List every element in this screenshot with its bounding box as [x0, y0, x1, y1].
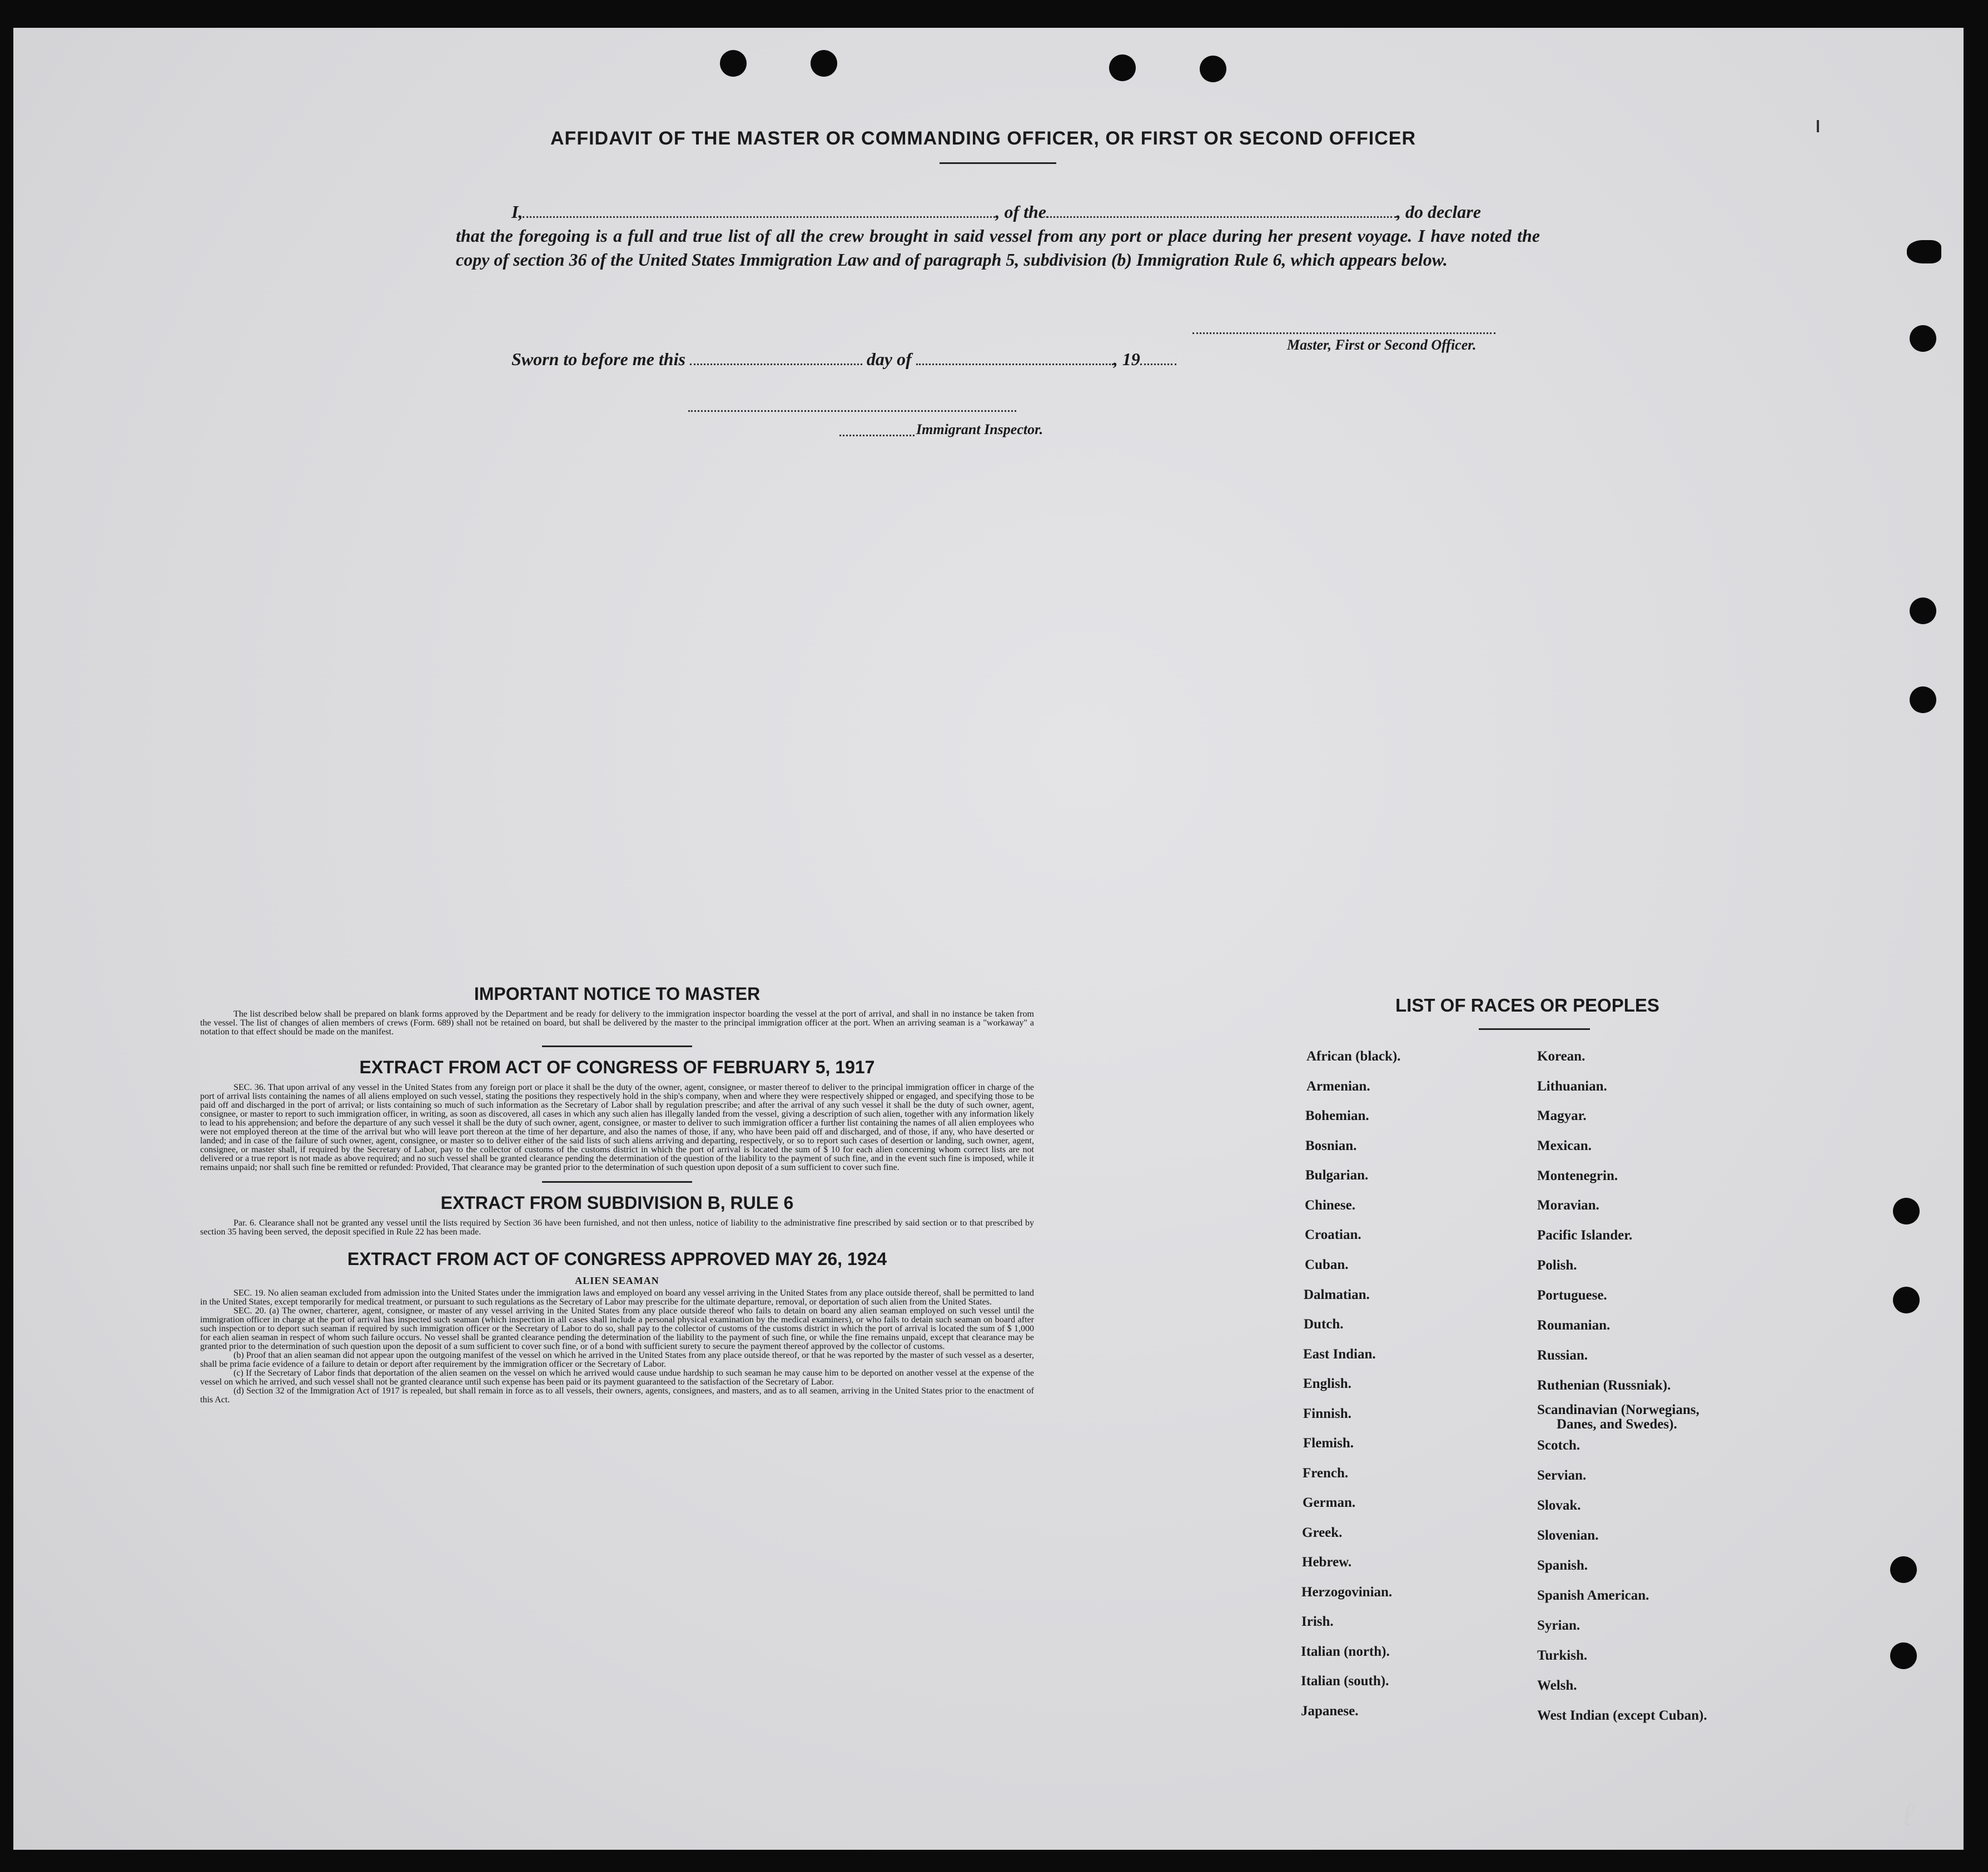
affidavit-of-the-label: , of the: [995, 202, 1046, 222]
race-item: Bosnian.: [1305, 1138, 1357, 1153]
race-item: Croatian.: [1305, 1227, 1361, 1242]
title-rule: [940, 162, 1056, 164]
extract-1924-subtitle: ALIEN SEAMAN: [575, 1275, 659, 1286]
inspector-signature-field[interactable]: [688, 410, 1016, 412]
extract-1924-sec19: SEC. 19. No alien seaman excluded from admission into the United States under the immigration laws and employed on board any vessel arriving in the United States from any place outside thereof, shall be permitted to land in the United States, except temporarily for medical treatment, or pursuant to such regulations as the Secretary of Labor may prescribe for the ultimate departure, removal, or deportation of such alien from the United States.: [200, 1288, 1034, 1307]
punch-hole: [1910, 686, 1936, 713]
sworn-day-field[interactable]: [690, 356, 862, 365]
race-item: Syrian.: [1537, 1618, 1581, 1633]
race-item: Russian.: [1537, 1348, 1588, 1363]
race-item: Moravian.: [1537, 1198, 1599, 1213]
race-item: Hebrew.: [1302, 1555, 1352, 1570]
extract-1924-sec20c: (c) If the Secretary of Labor finds that deportation of the alien seamen on the vessel on which he arrived would cause undue hardship to such seaman he may cause him to be deported on another vessel at the expense of the vessel on which he arrived, and such vessel shall not be granted clearance until such expense has been paid or its payment guaranteed to the satisfaction of the Secretary of Labor.: [200, 1368, 1034, 1387]
race-item: Portuguese.: [1537, 1288, 1607, 1303]
race-item: Greek.: [1302, 1525, 1343, 1540]
punch-hole: [1907, 240, 1941, 263]
affidavit-first-line: [456, 200, 1540, 224]
race-item: German.: [1303, 1495, 1356, 1510]
punch-hole: [1890, 1556, 1917, 1583]
punch-hole: [1910, 598, 1936, 624]
section-divider: [542, 1045, 692, 1047]
race-item: Chinese.: [1305, 1198, 1355, 1213]
affidavit-i-label: I,: [511, 202, 523, 222]
punch-hole: [1893, 1287, 1920, 1313]
extract-1917-title: EXTRACT FROM ACT OF CONGRESS OF FEBRUARY 5, 1917: [359, 1057, 875, 1077]
race-item: Servian.: [1537, 1468, 1587, 1483]
extract-1924-sec20d: (d) Section 32 of the Immigration Act of 1917 is repealed, but shall remain in force as to all vessels, their owners, agents, consignees, and masters, and as to all seamen, arriving in the United States prior to the enactment of this Act.: [200, 1386, 1034, 1405]
race-item: West Indian (except Cuban).: [1537, 1708, 1707, 1723]
punch-hole: [720, 50, 747, 77]
affidavit-declare-label: , do declare: [1396, 202, 1481, 222]
race-item: Irish.: [1301, 1614, 1334, 1629]
race-item: Turkish.: [1537, 1648, 1588, 1663]
extract-1917-text: SEC. 36. That upon arrival of any vessel in the United States from any foreign port or place it shall be the duty of the owner, agent, consignee, or master thereof to deliver to the principal immigration officer in charge of the port of arrival lists containing the names of all aliens employed on such vessel, stating the positions they respectively hold in the ship's company, when and where they were respectively shipped or engaged, and specifying those to be paid off and discharged in the port of arrival; or lists containing so much of such information as the Secretary of Labor shall by regulation prescribe; and after the arrival of any such vessel it shall be the duty of such owner, agent, consignee, or master to report to such immigration officer, in writing, as soon as discovered, all cases in which any such alien has illegally landed from the vessel, giving a description of such alien, together with any information likely to lead to his apprehension; and before the departure of any such vessel it shall be the duty of such owner, agent, consignee, or master to deliver to such immigration officer a further list containing the names of all alien employees who were not employed thereon at the time of the arrival but who will leave port thereon at the time of her departure, and also the names of those, if any, who have been paid off and discharged, and of those, if any, who have deserted or landed; and in case of the failure of such owner, agent, consignee, or master so to deliver either of the said lists of such aliens arriving and departing, respectively, or so to report such cases of desertion or landing, such owner, agent, consignee, or master shall, if required by the Secretary of Labor, pay to the collector of customs of the customs district in which the port of arrival is located the sum of $ 10 for each alien concerning whom correct lists are not delivered or a true report is not made as above required; and no such vessel shall be granted clearance pending the determination of the question of the liability to the payment of such fine, and in the event such fine is imposed, while it remains unpaid; nor shall such fine be remitted or refunded: Provided, That clearance may be granted prior to the determination of such question upon deposit of a sum sufficient to cover such fine.: [200, 1083, 1034, 1172]
race-item: Spanish American.: [1537, 1588, 1649, 1603]
extract-1924-sec20b: (b) Proof that an alien seaman did not appear upon the outgoing manifest of the vessel on which he arrived in the United States from any place outside thereof, or that he was reported by the master of such vessel as a deserter, shall be prima facie evidence of a failure to detain or deport after requirement by the immigration officer or the Secretary of Labor.: [200, 1351, 1034, 1369]
race-item: Mexican.: [1537, 1138, 1592, 1153]
punch-hole: [1893, 1198, 1920, 1224]
race-item: Bohemian.: [1305, 1108, 1369, 1123]
section-divider: [542, 1181, 692, 1183]
sworn-line: [511, 349, 1176, 370]
extract-1924-sec20a: SEC. 20. (a) The owner, charterer, agent, consignee, or master of any vessel arriving in the United States from any place outside thereof who fails to detain on board any alien seaman employed on such vessel until the immigration officer in charge at the port of arrival has inspected such seaman (which inspection in all cases shall include a personal physical examination by the medical examiners), or who fails to detain such seaman on board after such inspection or to deport such seaman if required by such immigration officer or the Secretary of Labor to do so, shall pay to the collector of customs of the customs district in which the port of arrival is located the sum of $ 1,000 for each alien seaman in respect of whom such failure occurs. No vessel shall be granted clearance pending the determination of the liability to the payment of such fine, or while the fine remains unpaid, except that clearance may be granted prior to the determination of such question upon the deposit of a sum sufficient to cover such fine, or of a bond with sufficient surety to secure the payment thereof approved by the collector of customs.: [200, 1306, 1034, 1351]
master-signature-field[interactable]: [1192, 332, 1495, 334]
race-item: Welsh.: [1537, 1678, 1577, 1693]
punch-hole: [1910, 325, 1936, 352]
sworn-year-label: , 19: [1113, 349, 1140, 369]
inspector-lead-dots: [839, 435, 915, 436]
race-item: African (black).: [1306, 1049, 1401, 1064]
extract-1924-title: EXTRACT FROM ACT OF CONGRESS APPROVED MAY 26, 1924: [347, 1249, 887, 1269]
race-item: English.: [1303, 1376, 1351, 1391]
race-item: Finnish.: [1303, 1406, 1351, 1421]
sworn-prefix-label: Sworn to before me this: [511, 349, 685, 369]
races-title: LIST OF RACES OR PEOPLES: [1395, 995, 1659, 1015]
race-item: Italian (south).: [1301, 1674, 1389, 1689]
races-rule: [1479, 1028, 1590, 1030]
race-item: Slovak.: [1537, 1498, 1581, 1513]
race-item: Japanese.: [1301, 1704, 1359, 1719]
sworn-month-field[interactable]: [916, 356, 1114, 365]
affidavit-body: that the foregoing is a full and true list of all the crew brought in said vessel from any port or place during her present voyage. I have noted the copy of section 36 of the United States Immigration Law and of paragraph 5, subdivision (b) Immigration Rule 6, which appears below.: [456, 226, 1540, 270]
race-item: Bulgarian.: [1305, 1168, 1369, 1183]
race-item: Armenian.: [1306, 1079, 1370, 1094]
race-item: Spanish.: [1537, 1558, 1588, 1573]
master-name-field[interactable]: [523, 208, 995, 218]
race-item: Magyar.: [1537, 1108, 1587, 1123]
inspector-label: Immigrant Inspector.: [916, 421, 1043, 437]
notice-column: [200, 984, 1034, 1405]
notice-text: The list described below shall be prepared on blank forms approved by the Department and be ready for delivery to the immigration inspector boarding the vessel at the port of arrival, and shall in no instance be taken from the vessel. The list of changes of alien members of crews (Form. 689) shall not be retained on board, but shall be delivered by the master to the principal immigration officer at the port. When an arriving seaman is a "workaway" a notation to that effect should be made on the manifest.: [200, 1009, 1034, 1037]
race-item: East Indian.: [1303, 1347, 1376, 1362]
document-sheet: [13, 28, 1964, 1850]
race-item: Ruthenian (Russniak).: [1537, 1378, 1671, 1393]
race-item: Cuban.: [1305, 1257, 1349, 1272]
race-item: Lithuanian.: [1537, 1079, 1607, 1094]
race-item: Herzogovinian.: [1301, 1585, 1393, 1600]
race-item: Dalmatian.: [1304, 1287, 1370, 1302]
race-item: Flemish.: [1303, 1436, 1354, 1451]
extract-rule6-title: EXTRACT FROM SUBDIVISION B, RULE 6: [440, 1193, 794, 1213]
margin-tick-mark: [1817, 120, 1819, 132]
race-item: Dutch.: [1304, 1317, 1344, 1332]
handwritten-page-mark: ℓ: [1901, 1796, 1915, 1833]
race-item: Scandinavian (Norwegians,: [1537, 1402, 1699, 1417]
punch-hole: [1109, 54, 1136, 81]
sworn-year-field[interactable]: [1140, 356, 1176, 365]
extract-rule6-text: Par. 6. Clearance shall not be granted any vessel until the lists required by Section 36 have been furnished, and not then unless, notice of liability to the administrative fine prescribed by said section or to that prescribed by section 35 having been served, the deposit specified in Rule 22 has been made.: [200, 1218, 1034, 1237]
master-signature-label: Master, First or Second Officer.: [1287, 337, 1477, 353]
race-item: French.: [1303, 1466, 1349, 1481]
race-item: Italian (north).: [1301, 1644, 1390, 1659]
punch-hole: [1890, 1642, 1917, 1669]
affidavit-title: AFFIDAVIT OF THE MASTER OR COMMANDING OFFICER, OR FIRST OR SECOND OFFICER: [550, 128, 1416, 149]
punch-hole: [1200, 56, 1226, 82]
race-item: Pacific Islander.: [1537, 1228, 1633, 1243]
notice-title: IMPORTANT NOTICE TO MASTER: [474, 984, 761, 1004]
punch-hole: [811, 50, 837, 77]
race-item: Montenegrin.: [1537, 1168, 1618, 1183]
race-item: Danes, and Swedes).: [1557, 1417, 1677, 1432]
affidavit-text: [456, 200, 1540, 272]
race-item: Scotch.: [1537, 1438, 1581, 1453]
race-item: Slovenian.: [1537, 1528, 1599, 1543]
race-item: Korean.: [1537, 1049, 1586, 1064]
vessel-name-field[interactable]: [1046, 208, 1396, 218]
race-item: Polish.: [1537, 1258, 1577, 1273]
race-item: Roumanian.: [1537, 1318, 1611, 1333]
sworn-day-of-label: day of: [866, 349, 912, 369]
